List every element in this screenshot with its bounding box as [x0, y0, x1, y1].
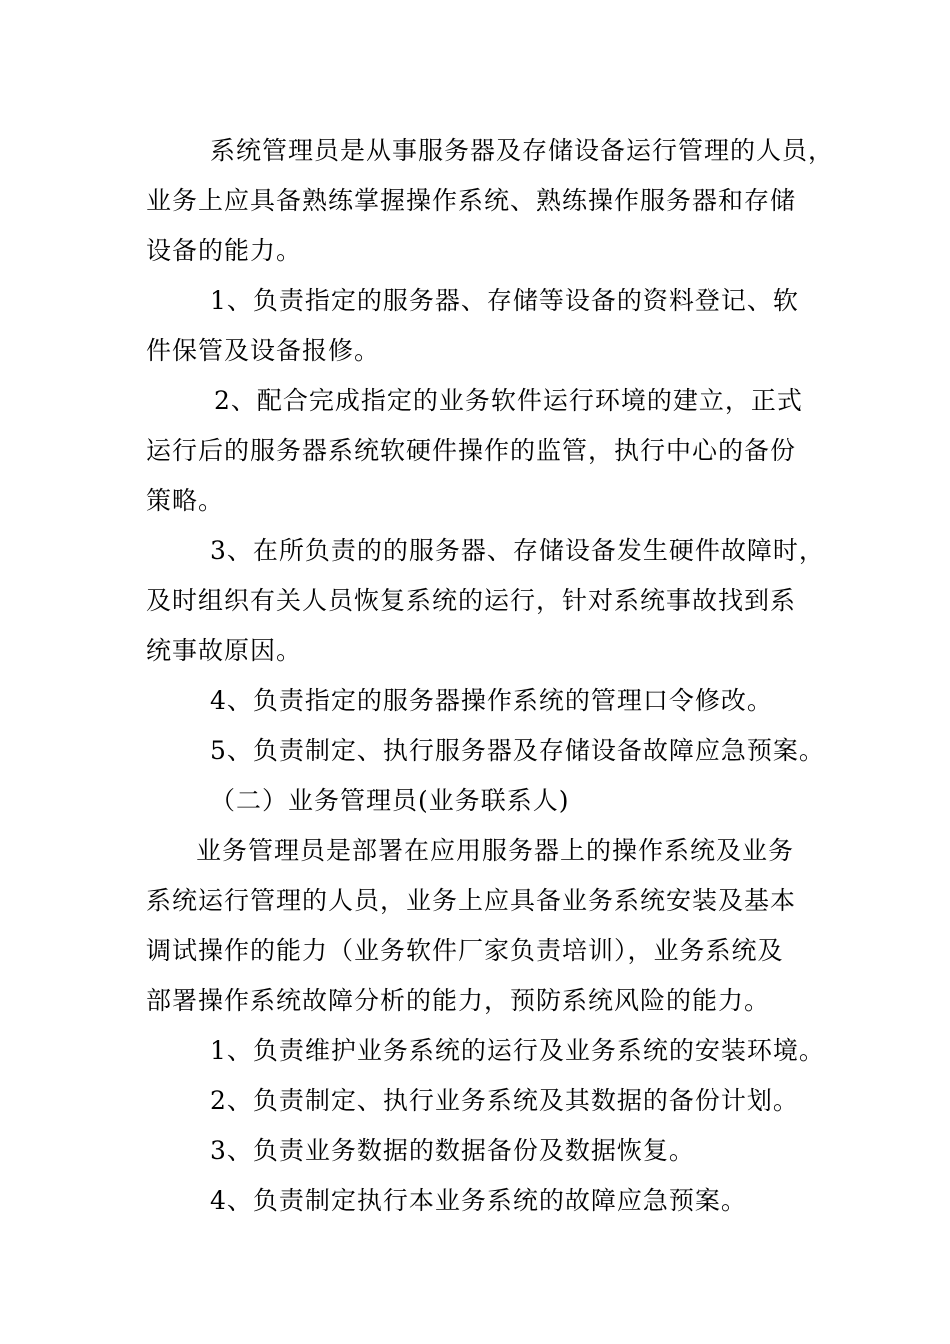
paragraph-line: 业务管理员是部署在应用服务器上的操作系统及业务: [196, 836, 795, 865]
paragraph-line: 业务上应具备熟练掌握操作系统、熟练操作服务器和存储: [146, 186, 797, 215]
list-item-line: 3、在所负责的的服务器、存储设备发生硬件故障时，: [210, 536, 825, 565]
list-item-line: 1、负责维护业务系统的运行及业务系统的安装环境。: [210, 1036, 825, 1065]
paragraph-line: 系统运行管理的人员，业务上应具备业务系统安装及基本: [146, 886, 797, 915]
list-item-line: 4、负责指定的服务器操作系统的管理口令修改。: [210, 686, 773, 715]
list-item-line: 1、负责指定的服务器、存储等设备的资料登记、软: [210, 286, 799, 315]
list-item-line: 2、配合完成指定的业务软件运行环境的建立，正式: [214, 386, 803, 415]
list-item-line: 5、负责制定、执行服务器及存储设备故障应急预案。: [210, 736, 825, 765]
list-item-line: 及时组织有关人员恢复系统的运行，针对系统事故找到系: [146, 586, 797, 615]
paragraph-line: 部署操作系统故障分析的能力，预防系统风险的能力。: [146, 986, 771, 1015]
list-item-line: 策略。: [146, 486, 225, 515]
section-heading: （二）业务管理员(业务联系人): [210, 786, 570, 815]
list-item-line: 3、负责业务数据的数据备份及数据恢复。: [210, 1136, 695, 1165]
list-item-line: 4、负责制定执行本业务系统的故障应急预案。: [210, 1186, 747, 1215]
list-item-line: 统事故原因。: [146, 636, 303, 665]
paragraph-line: 调试操作的能力（业务软件厂家负责培训），业务系统及: [146, 936, 784, 965]
list-item-line: 2、负责制定、执行业务系统及其数据的备份计划。: [210, 1086, 799, 1115]
paragraph-line: 设备的能力。: [146, 236, 303, 265]
paragraph-line: 系统管理员是从事服务器及存储设备运行管理的人员，: [210, 136, 835, 165]
list-item-line: 件保管及设备报修。: [146, 336, 381, 365]
list-item-line: 运行后的服务器系统软硬件操作的监管，执行中心的备份: [146, 436, 797, 465]
